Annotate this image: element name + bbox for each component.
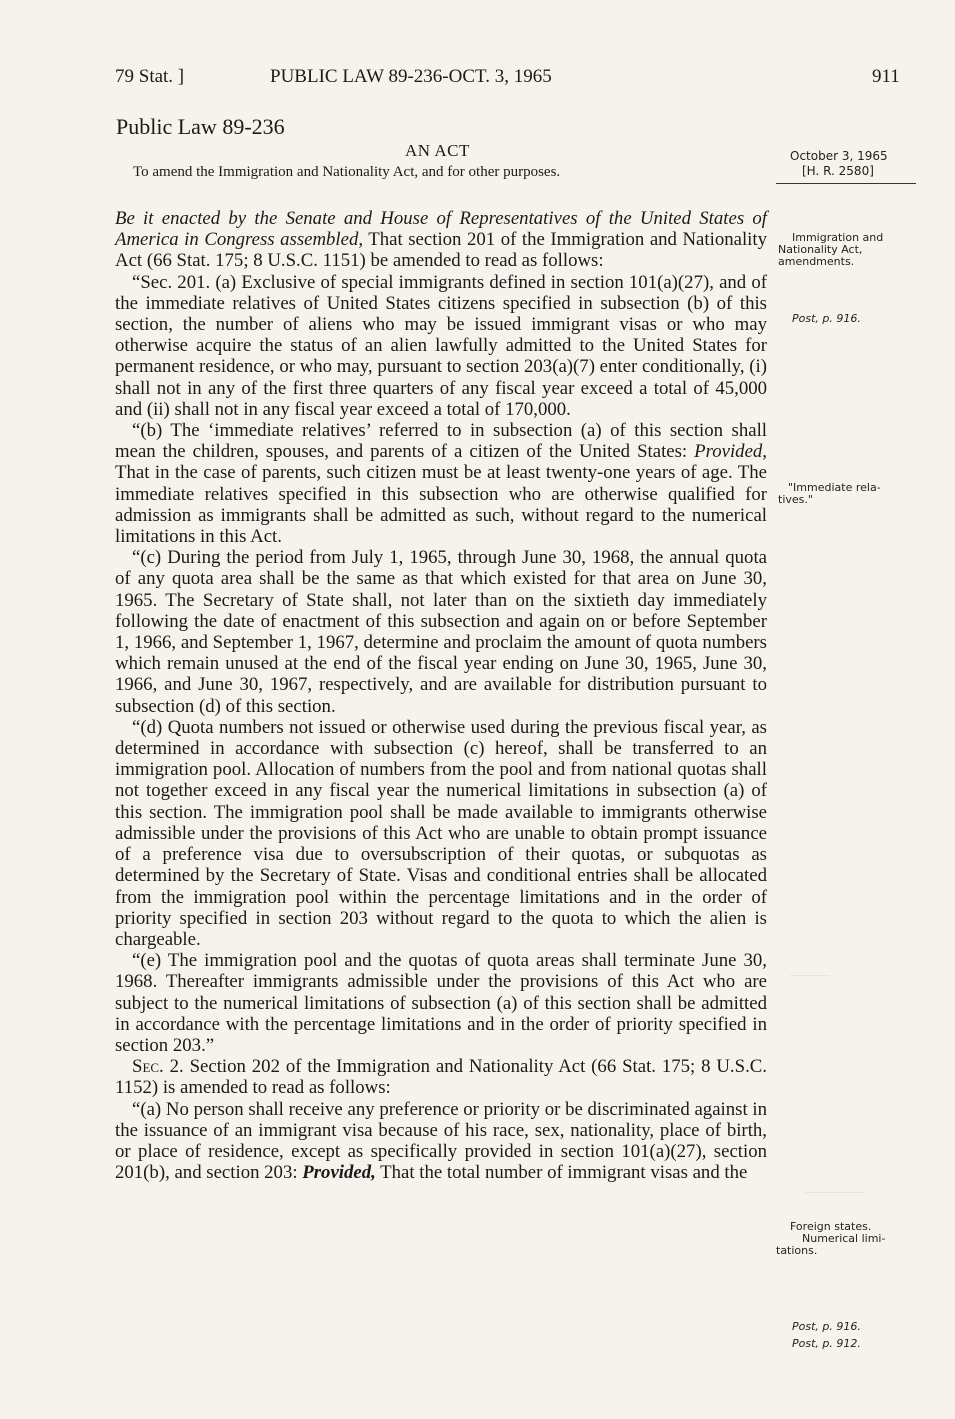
bleed-through-mark: [790, 975, 830, 976]
header-volume: 79 Stat. ]: [115, 66, 185, 87]
statute-body: [115, 208, 767, 1183]
margin-note-line: Foreign states.: [790, 1220, 872, 1233]
margin-note-foreign-states: [776, 1221, 885, 1257]
enacting-formula: Be it enacted by the Senate and House of Representatives of the United States of America in Congress assembled,: [115, 208, 767, 251]
margin-note-immigration: [778, 232, 883, 268]
sec201-c: “(c) During the period from July 1, 1965, through June 30, 1968, the annual quota of any quota area shall be the same as that which existed for that area on June 30, 1965. The Secretary of State shall, not later than on the sixtieth day immediately following the date of enactment of this subsection and again on or before September 1, 1966, and September 1, 1967, determine and proclaim the amount of quota numbers which remain unused at the end of the fiscal year ending on June 30, 1965, June 30, 1966, and June 30, 1967, respectively, and are available for distribution pursuant to subsection (d) of this section.: [115, 547, 767, 717]
sec201-a: [115, 272, 767, 420]
sec201-b-text: “(b) The ‘immediate relatives’ referred to in subsection (a) of this section shall mean the children, spouses, and parents of a citizen of the United States:: [115, 420, 767, 463]
margin-rule: [776, 183, 916, 184]
sec201-b: [115, 420, 767, 547]
margin-note-line: Nationality Act,: [778, 243, 863, 256]
margin-note-post-916: Post, p. 916.: [792, 312, 861, 325]
sec201-a-text: (a) Exclusive of special immigrants defined in section 101(a)(27), and of the immediate relatives of United States citizens specified in subsection (b) of this section, the number of aliens who may be issued immigrant visas or who may otherwise acquire the status of an alien lawfully admitted to the United States for permanent residence, or who may, pursuant to section 203(a)(7) enter conditionally, (i) shall not in any of the first three quarters of any fiscal year exceed a total of 45,000 and (ii) shall not in any fiscal year exceed a total of 170,000.: [115, 271, 767, 420]
margin-date: October 3, 1965: [790, 149, 888, 163]
margin-note-line: tives.": [778, 493, 813, 506]
header-law: PUBLIC LAW 89-236-OCT. 3, 1965: [270, 66, 552, 87]
provided-proviso-2: Provided,: [302, 1162, 376, 1184]
margin-note-line: tations.: [776, 1244, 818, 1257]
margin-note-post-912: Post, p. 912.: [792, 1337, 861, 1350]
sec2-label: Sec. 2.: [132, 1056, 184, 1078]
margin-note-line: amendments.: [778, 255, 855, 268]
sec201-e: “(e) The immigration pool and the quotas of quota areas shall terminate June 30, 1968. Thereafter immigrants admissible under the provisions of this Act who are subject to the numerical limitations of subsection (a) of this section shall be admitted in accordance with the percentage limitations and in the order of priority specified in section 203.”: [115, 950, 767, 1056]
act-label: AN ACT: [405, 141, 470, 160]
margin-note-line: Numerical limi-: [802, 1232, 886, 1245]
sec2: [115, 1056, 767, 1098]
sec2-text: Section 202 of the Immigration and Nationality Act (66 Stat. 175; 8 U.S.C. 1152) is amended to read as follows:: [115, 1056, 767, 1099]
sec202-a-text: “(a) No person shall receive any preference or priority or be discriminated against in the issuance of an immigrant visa because of his race, sex, nationality, place of birth, or place of residence, except as specifically provided in section 101(a)(27), section 201(b), and section 203:: [115, 1098, 767, 1184]
header-page-number: 911: [872, 66, 900, 87]
margin-bill: [H. R. 2580]: [802, 164, 874, 178]
margin-note-post-916-b: Post, p. 916.: [792, 1320, 861, 1333]
margin-note-line: "Immediate rela-: [788, 481, 881, 494]
enacting-intro: That section 201 of the Immigration and Nationality Act (66 Stat. 175; 8 U.S.C. 1151) be amended to read as follows:: [115, 229, 767, 272]
sec201-label: “Sec. 201.: [132, 271, 211, 293]
margin-note-immediate-relatives: [778, 482, 881, 506]
sec201-b-text-2: That in the case of parents, such citizen must be at least twenty-one years of age. The immediate relatives specified in this subsection who are otherwise qualified for admission as immigrants shall be admitted as such, without regard to the numerical limitations in this Act.: [115, 462, 767, 548]
margin-note-line: Immigration and: [792, 231, 884, 244]
act-purpose: To amend the Immigration and Nationality Act, and for other purposes.: [133, 164, 561, 180]
provided-proviso: Provided,: [694, 441, 767, 463]
sec202-a: [115, 1099, 767, 1184]
sec201-d: “(d) Quota numbers not issued or otherwise used during the previous fiscal year, as determined in accordance with subsection (c) hereof, shall be transferred to an immigration pool. Allocation of numbers from the pool and from national quotas shall not together exceed in any fiscal year the numerical limitations in subsection (a) of this section. The immigration pool shall be made available to immigrants otherwise admissible under the provisions of this Act who are unable to obtain prompt issuance of a preference visa due to oversubscription of their quotas, or subquotas as determined by the Secretary of State. Visas and conditional entries shall be allocated from the immigration pool within the percentage limitations and in the order of priority specified in section 203 without regard to the quota to which the alien is chargeable.: [115, 716, 767, 950]
sec202-a-text-2: That the total number of immigrant visas and the: [375, 1162, 748, 1184]
law-title: Public Law 89-236: [116, 114, 285, 139]
enacting-clause: [115, 208, 767, 272]
bleed-through-mark: [805, 1192, 865, 1193]
